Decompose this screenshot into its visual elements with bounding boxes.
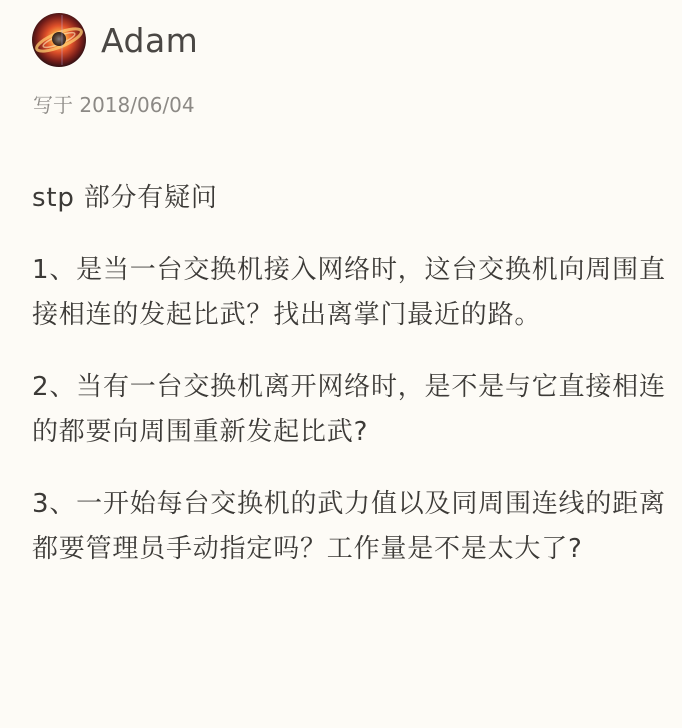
post-date: 写于 2018/06/04 <box>33 93 195 117</box>
post-paragraph: 3、一开始每台交换机的武力值以及同周围连线的距离都要管理员手动指定吗？工作量是不是太大了? <box>32 489 666 564</box>
post-content <box>32 176 668 572</box>
post-paragraph: 2、当有一台交换机离开网络时，是不是与它直接相连的都要向周围重新发起比武? <box>32 372 666 447</box>
galaxy-avatar-icon <box>32 13 86 67</box>
post-paragraph: 1、是当一台交换机接入网络时，这台交换机向周围直接相连的发起比武？找出离掌门最近的路。 <box>32 255 666 330</box>
author-name[interactable]: Adam <box>101 20 199 60</box>
post-paragraph: stp 部分有疑问 <box>32 183 218 213</box>
post-header <box>32 12 198 68</box>
author-avatar[interactable] <box>32 13 86 67</box>
